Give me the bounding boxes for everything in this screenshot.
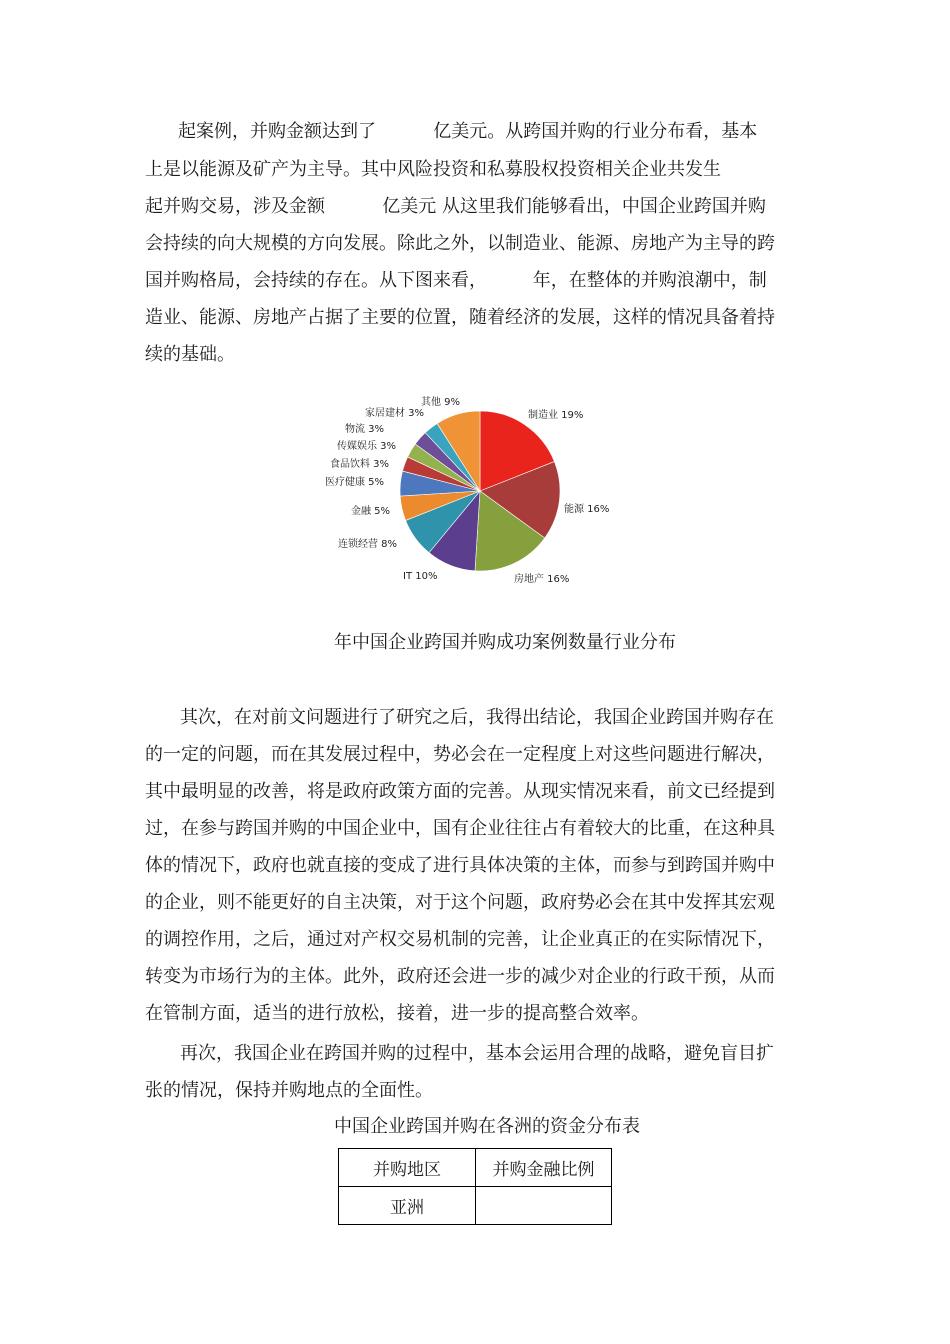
- pie-slice-label: 物流 3%: [345, 424, 385, 435]
- fund-distribution-table: [338, 1148, 612, 1225]
- paragraph-3-line-1: 再次，我国企业在跨国并购的过程中，基本会运用合理的战略，避免盲目扩: [180, 1043, 774, 1064]
- paragraph-1-line-4: 会持续的向大规模的方向发展。除此之外，以制造业、能源、房地产为主导的跨: [145, 233, 775, 254]
- table-cell-region: 亚洲: [339, 1187, 476, 1225]
- pie-slice-label: 金融 5%: [351, 506, 391, 517]
- table-row: [339, 1187, 612, 1225]
- pie-slice-label: 医疗健康 5%: [325, 477, 385, 488]
- table-caption: 中国企业跨国并购在各洲的资金分布表: [334, 1116, 640, 1137]
- paragraph-2-line-9: 在管制方面，适当的进行放松，接着，进一步的提高整合效率。: [145, 1003, 649, 1024]
- table-header-ratio: 并购金融比例: [476, 1149, 612, 1187]
- chart-caption: 年中国企业跨国并购成功案例数量行业分布: [334, 632, 676, 653]
- paragraph-2-line-7: 的调控作用，之后，通过对产权交易机制的完善，让企业真正的在实际情况下，: [145, 929, 775, 950]
- pie-slice-label: 连锁经营 8%: [338, 539, 398, 550]
- industry-pie-chart: [318, 388, 630, 592]
- pie-slice-label: IT 10%: [403, 571, 438, 582]
- paragraph-2-line-5: 体的情况下，政府也就直接的变成了进行具体决策的主体，而参与到跨国并购中: [145, 855, 775, 876]
- pie-slice-label: 其他 9%: [421, 397, 461, 408]
- pie-slice-label: 制造业 19%: [528, 410, 584, 421]
- paragraph-1-line-5: 国并购格局，会持续的存在。从下图来看， 年，在整体的并购浪潮中，制: [145, 270, 767, 291]
- paragraph-1-line-6: 造业、能源、房地产占据了主要的位置，随着经济的发展，这样的情况具备着持: [145, 307, 775, 328]
- pie-slice-label: 食品饮料 3%: [330, 459, 390, 470]
- paragraph-3-line-2: 张的情况，保持并购地点的全面性。: [145, 1080, 433, 1101]
- paragraph-1-line-3: 起并购交易，涉及金额 亿美元 从这里我们能够看出，中国企业跨国并购: [145, 196, 766, 217]
- pie-slice-label: 房地产 16%: [514, 574, 570, 585]
- paragraph-1-line-2: 上是以能源及矿产为主导。其中风险投资和私募股权投资相关企业共发生: [145, 159, 721, 180]
- pie-slice-label: 传媒娱乐 3%: [337, 441, 397, 452]
- paragraph-2-line-4: 过，在参与跨国并购的中国企业中，国有企业往往占有着较大的比重，在这种具: [145, 818, 775, 839]
- paragraph-1-line-1: 起案例，并购金额达到了 亿美元。从跨国并购的行业分布看，基本: [178, 121, 758, 142]
- table-header-region: 并购地区: [339, 1149, 476, 1187]
- paragraph-2-line-2: 的一定的问题，而在其发展过程中，势必会在一定程度上对这些问题进行解决，: [145, 744, 775, 765]
- table-header-row: [339, 1149, 612, 1187]
- pie-slice-label: 能源 16%: [564, 504, 610, 515]
- pie-chart-svg: [318, 388, 630, 592]
- paragraph-2-line-6: 的企业，则不能更好的自主决策，对于这个问题，政府势必会在其中发挥其宏观: [145, 892, 775, 913]
- pie-slice-label: 家居建材 3%: [365, 408, 425, 419]
- paragraph-2-line-8: 转变为市场行为的主体。此外，政府还会进一步的减少对企业的行政干预，从而: [145, 966, 775, 987]
- table-cell-ratio: [476, 1187, 612, 1225]
- paragraph-2-line-3: 其中最明显的改善，将是政府政策方面的完善。从现实情况来看，前文已经提到: [145, 781, 775, 802]
- paragraph-2-line-1: 其次，在对前文问题进行了研究之后，我得出结论，我国企业跨国并购存在: [180, 707, 774, 728]
- paragraph-1-line-7: 续的基础。: [145, 344, 235, 365]
